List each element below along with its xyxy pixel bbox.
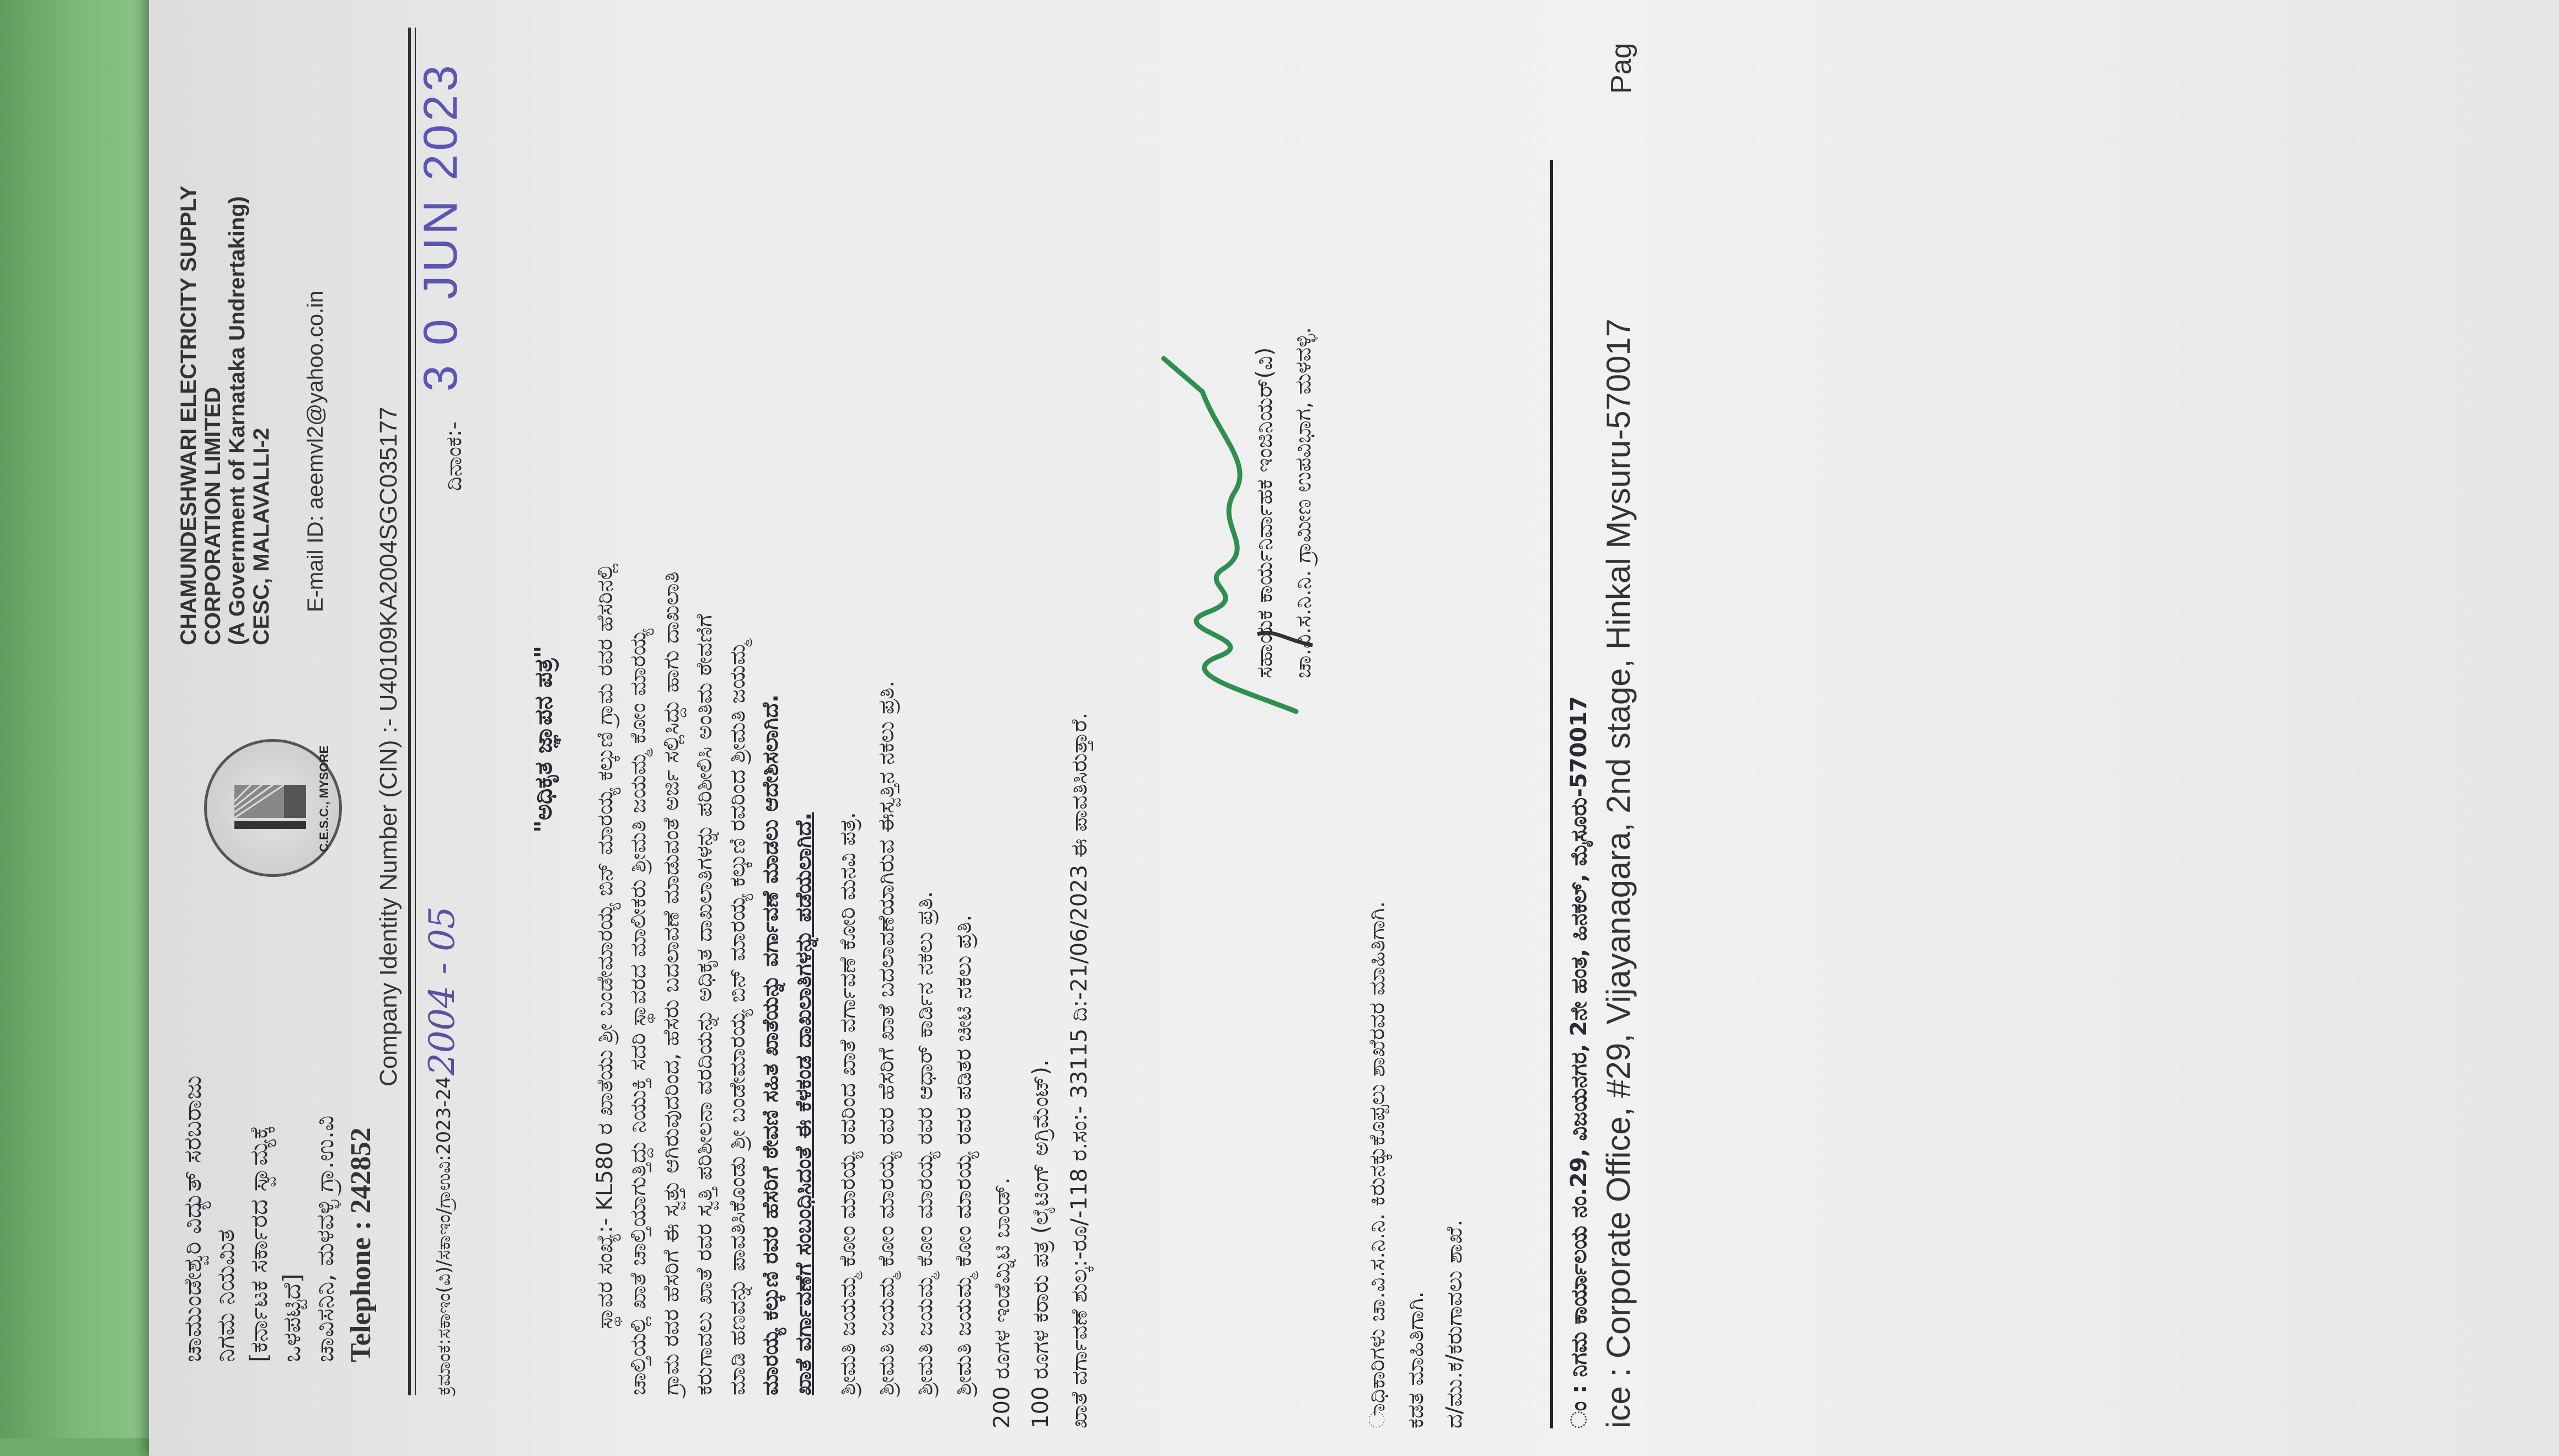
cesc-logo bbox=[204, 739, 342, 877]
list-item: 200 ರೂಗಳ ಇಂಡೆಮ್ನಿಟಿ ಬಾಂಡ್. bbox=[989, 1177, 1015, 1428]
body-line: ಮಾಡಿ ಹಣವನ್ನು ಪಾವತಿಸಿಕೊಂಡು ಶ್ರೀ ಬಂಡೇಮಾರಯ್ಯ ಬಿನ್ ಮಾರಯ್ಯ ಕಲ್ಕುಣಿ ರವರಿಂದ ಶ್ರೀಮತಿ ಜಯಮ್ಮ bbox=[725, 641, 750, 1395]
signatory-designation: ಸಹಾಯಕ ಕಾರ್ಯನಿರ್ವಾಹಕ ಇಂಜಿನಿಯರ್(ವಿ) bbox=[1252, 347, 1277, 678]
header-en-line: CORPORATION LIMITED bbox=[201, 387, 225, 645]
date-stamp: 3 0 JUN 2023 bbox=[414, 62, 467, 392]
list-item: ಖಾತೆ ವರ್ಗಾವಣೆ ಶುಲ್ಕ:-ರೂ/-118 ರ.ಸಂ:- 33115 ದಿ:-21/06/2023 ಈ ಪಾವತಿಸಿರುತ್ತಾರೆ. bbox=[1067, 712, 1092, 1428]
page-label: Pag bbox=[1605, 42, 1637, 94]
header-en-line: CHAMUNDESHWARI ELECTRICITY SUPPLY bbox=[176, 185, 201, 645]
body-line: ಗ್ರಾಮ ರವರ ಹೆಸರಿಗೆ ಈ ಸ್ವತ್ತು ಆಗಿರುವುದರಿಂದ, ಹೆಸರು ಬದಲಾವಣೆ ಮಾಡುವಂತೆ ಅರ್ಜಿ ಸಲ್ಲಿಸಿದ್ದು ಹಾಗು ದಾಖಲಾತಿ bbox=[659, 571, 684, 1395]
list-item: ಶ್ರೀಮತಿ ಜಯಮ್ಮ ಕೋಂ ಮಾರಯ್ಯ ರವರಿಂದ ಖಾತೆ ವರ್ಗಾವಣೆ ಕೋರಿ ಮನವಿ ಪತ್ರ. bbox=[835, 812, 860, 1395]
logo-text: C.E.S.C., MYSORE bbox=[317, 745, 331, 852]
list-item: ಶ್ರೀಮತಿ ಜಯಮ್ಮ ಕೋಂ ಮಾರಯ್ಯ ರವರ ಆಧಾರ್ ಕಾರ್ಡಿನ ನಕಲು ಪ್ರತಿ. bbox=[912, 891, 938, 1395]
cin: Company Identity Number (CIN) :- U40109KA2004SGC035177 bbox=[375, 406, 402, 1086]
body-line: ಮಾರಯ್ಯ ಕಲ್ಕುಣಿ ರವರ ಹೆಸರಿಗೆ ಠೇವಣಿ ಸಹಿತ ಖಾತೆಯನ್ನು ವರ್ಗಾವಣೆ ಮಾಡಲು ಆದೇಶಿಸಲಾಗಿದೆ. bbox=[758, 694, 783, 1395]
list-item: 100 ರೂಗಳ ಕರಾರು ಪತ್ರ (ಲೈಟಿಂಗ್ ಅಗ್ರಿಮೆಂಟ್). bbox=[1028, 1059, 1053, 1428]
letter-title: "ಅಧಿಕೃತ ಜ್ಞಾಪನ ಪತ್ರ" bbox=[529, 645, 558, 833]
signatory-office: ಚಾ.ವಿ.ಸ.ನಿ.ನಿ. ಗ್ರಾಮೀಣ ಉಪವಿಭಾಗ, ಮಳವಳ್ಳಿ. bbox=[1291, 326, 1316, 678]
header-kn-line: ಒಳಪಟ್ಟಿದೆ] bbox=[278, 1273, 306, 1362]
header-en-line: (A Government of Karnataka Undrertaking) bbox=[225, 196, 249, 645]
email: E-mail ID: aeemvl2@yahoo.co.in bbox=[303, 290, 328, 612]
header-en-line: CESC, MALAVALLI-2 bbox=[249, 427, 274, 645]
header-kn-line: ಚಾಮುಂಡೇಶ್ವರಿ ವಿದ್ಯುತ್ ಸರಬರಾಜು bbox=[179, 1075, 207, 1362]
header-kn-line: ನಿಗಮ ನಿಯಮಿತ bbox=[212, 1229, 240, 1362]
header-rule bbox=[408, 28, 411, 1395]
header-kn-line: [ಕರ್ನಾಟಕ ಸರ್ಕಾರದ ಸ್ವಾಮ್ಯಕ್ಕೆ bbox=[245, 1125, 273, 1362]
distribution-item: ಾಧಿಕಾರಿಗಳು ಚಾ.ವಿ.ಸ.ನಿ.ನಿ. ಕಿರುನಕ್ಕುಕೊಪ್ಪಲು ಶಾಖೆರವರ ಮಾಹಿತಿಗಾಗಿ. bbox=[1364, 901, 1390, 1428]
date-label: ದಿನಾಂಕ:- bbox=[441, 421, 467, 491]
distribution-item: ಕಡತ ಮಾಹಿತಿಗಾಗಿ. bbox=[1403, 1291, 1428, 1428]
body-line: ಕರುಗಾವಲು ಖಾತೆ ರವರ ಸ್ವತ್ತಿ ಪರಿಶೀಲನಾ ವರದಿಯನ್ನು ಅಧಿಕೃತ ದಾಖಲಾತಿಗಳನ್ನು ಪರಿಶೀಲಿಸಿ ಅಂತಿಮ ಠೇವಣಿಗೆ bbox=[692, 614, 717, 1395]
telephone: Telephone : 242852 bbox=[345, 1127, 377, 1362]
list-item: ಶ್ರೀಮತಿ ಜಯಮ್ಮ ಕೋಂ ಮಾರಯ್ಯ ರವರ ಪಡಿತರ ಚೀಟಿ ನಕಲು ಪ್ರತಿ. bbox=[951, 914, 976, 1395]
list-item: ಶ್ರೀಮತಿ ಜಯಮ್ಮ ಕೋಂ ಮಾರಯ್ಯ ರವರ ಹೆಸರಿಗೆ ಖಾತೆ ಬದಲಾವಣೆಯಾಗಿರುವ ಈಸ್ವತ್ತಿನ ನಕಲು ಪ್ರತಿ. bbox=[874, 680, 899, 1395]
reference-handwritten: 2004 - 05 bbox=[422, 906, 463, 1075]
footer-rule bbox=[1550, 160, 1553, 1428]
logo-emblem-icon bbox=[229, 775, 312, 841]
signature-icon bbox=[1131, 336, 1318, 722]
document bbox=[171, 17, 2487, 1428]
body-line: ಸ್ಥಾವರ ಸಂಖ್ಯೆ:- KL580 ರ ಖಾತೆಯು ಶ್ರೀ ಬಂಡೇಮಾರಯ್ಯ ಬಿನ್ ಮಾರಯ್ಯ ಕಲ್ಕುಣಿ ಗ್ರಾಮ ರವರ ಹೆಸರಿನಲ್ಲಿ bbox=[592, 563, 618, 1329]
footer-kn: ಂ : ನಿಗಮ ಕಾರ್ಯಾಲಯ ನಂ.29, ವಿಜಯನಗರ, 2ನೇ ಹಂತ, ಹಿನಕಲ್, ಮೈಸೂರು-570017 bbox=[1566, 696, 1592, 1428]
footer-address: ice : Corporate Office, #29, Vijayanagara, 2nd stage, Hinkal Mysuru-570017 bbox=[1600, 318, 1637, 1428]
distribution-item: ದ/ಮು.ಕ/ಕರುಗಾವಲು ಶಾಖೆ. bbox=[1442, 1219, 1467, 1428]
header-kn-line: ಚಾವಿಸನಿನಿ, ಮಳವಳ್ಳಿ ಗ್ರಾ.ಉ.ವಿ bbox=[311, 1115, 339, 1362]
body-line-heading: ಖಾತೆ ವರ್ಗಾವಣೆಗೆ ಸಂಬಂಧಿಸಿದಂತೆ ಈ ಕೆಳಕಂಡ ದಾಖಲಾತಿಗಳನ್ನು ಪಡೆಯಲಾಗಿದೆ. bbox=[791, 812, 816, 1395]
body-line: ಚಾಲ್ತಿಯಲ್ಲಿ ಖಾತೆ ಚಾಲ್ತಿಯಾಗುತ್ತಿದ್ದು ನಿಯುಕ್ತಿ ಸದರಿ ಸ್ಥಾವರದ ಮಾಲೀಕರು ಶ್ರೀಮತಿ ಜಯಮ್ಮ ಕೋಂ ಮಾರಯ್ಯ bbox=[625, 629, 651, 1395]
reference-number: ಕ್ರಮಾಂಕ:ಸಕಾಇಂ(ವಿ)/ಸಕಾಇಂ/ಗ್ರಾಉವಿ:2023-24 bbox=[433, 1076, 455, 1395]
